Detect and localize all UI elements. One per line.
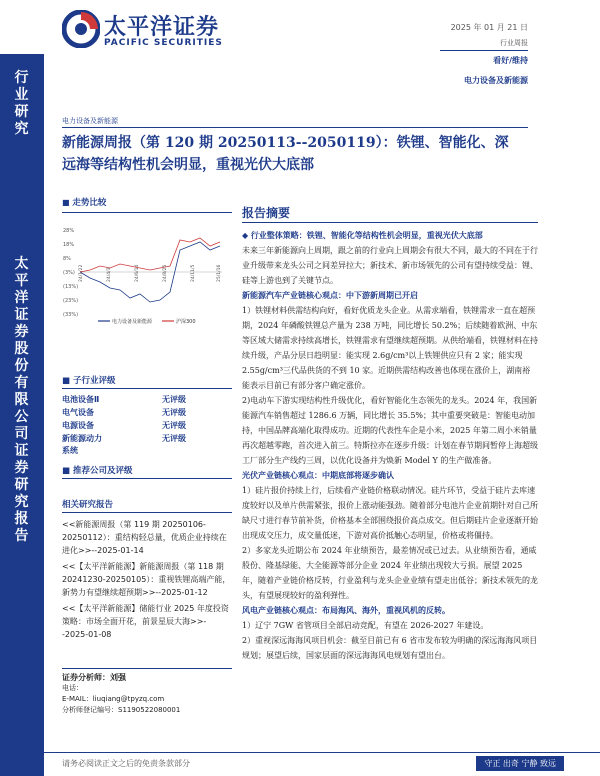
footer-disclaimer: 请务必阅读正文之后的免责条款部分 xyxy=(62,759,190,768)
logo-text-cn: 太平洋证券 xyxy=(104,15,220,40)
y-tick-label: (13%) xyxy=(63,284,79,290)
summary-p1: 1）铁锂材料供需结构向好，看好优质龙头企业。从需求端看，铁锂需求一直在超预期，2024 年磷酸铁锂总产量为 238 万吨，同比增长 50.2%；后续随着欧洲、中东等区域大储需求持续高增长，铁锂需求有望继续超预期。从供给端看，铁锂材料在持续升级，产品分层日趋明显：能实现 2.6g/cm³以上铁锂供应只有 2 家；能实现 2.55g/cm³三代品供货的不到 10 家。近期供需结构改善也体现在涨价上，湖南裕能表示目前已有部分客户确定涨价。 xyxy=(242,306,538,390)
sub-ratings-label-text: 子行业评级 xyxy=(73,376,116,386)
recommend-label xyxy=(62,464,133,476)
analyst-name: 证券分析师：刘强 xyxy=(62,673,126,682)
breadcrumb-rule xyxy=(62,127,528,128)
summary-lead-bold: 行业整体策略：铁锂、智能化等结构性机会明显，重视光伏大底部 xyxy=(250,230,483,240)
chart-legend xyxy=(98,318,196,325)
sub-rating-row xyxy=(62,407,222,418)
y-tick-label: (33%) xyxy=(63,312,79,318)
analyst-cert: 分析师登记编号：S1190522080001 xyxy=(62,706,181,714)
x-tick-label: 24/1/22 xyxy=(79,264,84,282)
chart-label-text: 走势比较 xyxy=(72,198,107,208)
analyst-phone: 电话： xyxy=(62,684,83,692)
x-tick-label: 24/4/3 xyxy=(107,267,112,282)
sub-rating-value: 无评级 xyxy=(162,395,186,404)
chart-label-rule xyxy=(62,212,232,213)
industry-rating: 看好/维持 xyxy=(493,56,528,65)
sub-rating-row xyxy=(62,433,222,444)
summary-rule xyxy=(242,222,538,223)
summary-p2: 2)电动车下游实现结构性升级优化，看好智能化生态领先的龙头。2024 年，我国新能源汽车销售超过 1286.6 万辆，同比增长 35.5%；其中重要突破是：智能电动加持，中国品牌高端化取得成功。近期的代表性车企是小米，2025 年第二周小米销量再次超越零跑，首次进入前三。特斯拉亦在逐步升级：计划在春节期间暂停上海超级工厂部分生产线约三周，以优化设备并为焕新 Model Y 的生产做准备。 xyxy=(242,396,538,465)
series-line-index xyxy=(80,238,220,272)
footer-rule xyxy=(44,752,600,753)
footer-motto: 守正 出奇 宁静 致远 xyxy=(476,756,564,771)
logo-icon xyxy=(62,10,100,48)
sidebar-bottom-text: 太平洋证券股份有限公司证券研究报告 xyxy=(14,256,30,544)
breadcrumb: 电力设备及新能源 xyxy=(62,117,118,125)
sub-rating-name: 新能源动力 xyxy=(62,434,102,443)
y-tick-label: (23%) xyxy=(63,298,79,304)
sidebar xyxy=(0,54,44,776)
report-type: 行业周报 xyxy=(500,39,528,47)
chart-label-marker-icon: ■ xyxy=(62,198,73,207)
summary-heading: 报告摘要 xyxy=(242,206,291,220)
y-tick-labels xyxy=(63,228,78,318)
related-item[interactable]: <<新能源周报（第 119 期 20250106-20250112）：重结构轻总量，优质企业持续在进化>>--2025-01-14 xyxy=(62,520,227,555)
trend-chart xyxy=(62,220,232,330)
sidebar-top-text: 行业研究 xyxy=(14,70,30,137)
summary-lead-text: 未来三年新能源向上周期，跟之前的行业向上周期会有很大不同，最大的不同在于行业升级带来龙头公司之间差异拉大；新技术、新市场领先的公司有望持续受益：锂、硅等上游也到了关键节点。 xyxy=(242,246,538,285)
sub-rating-row xyxy=(62,445,222,456)
x-tick-label: 24/11/5 xyxy=(191,264,196,282)
summary-p4: 2）多家龙头近期公布 2024 年业绩预告，最差情况或已过去。从业绩预告看，通威股份、隆基绿能、大全能源等部分企业 2024 年业绩出现较大亏损。展望 2025 年，随着产业链价格反转，行业盈利与龙头企业业绩有望走出低谷；新技术领先的龙头，有望展现较好的盈利弹性。 xyxy=(242,546,538,600)
related-list xyxy=(62,518,232,641)
header xyxy=(0,0,600,85)
sub-ratings-label xyxy=(62,374,116,386)
page-title-line-1: 新能源周报（第 120 期 20250113--2050119）：铁锂、智能化、深 xyxy=(62,135,509,151)
sub-rating-name: 电气设备 xyxy=(62,408,94,417)
page-title xyxy=(62,132,537,176)
sub-ratings-marker-icon: ■ xyxy=(62,376,73,386)
summary-body xyxy=(242,228,538,663)
summary-sub3: 风电产业链核心观点：布局海风、海外，重视风机的反转。 xyxy=(242,605,450,615)
sub-rating-value: 无评级 xyxy=(162,408,186,417)
summary-p3: 1）硅片报价持续上行，后续看产业链价格联动情况。硅片环节，受益于硅片去库速度较好以及单片供需紧张，报价上涨动能强劲。随着部分电池片企业前期针对自己所缺尺寸进行春节前补货，价格基本全部围绕报价高点成交。但后期硅片企业逐渐开始出现成交压力，成交量低迷，下游对高价抵触心态明显，价格或将僵持。 xyxy=(242,486,538,540)
related-item[interactable]: <<【太平洋新能源】储能行业 2025 年度投资策略：市场全面开花，前景星辰大海>>--2025-01-08 xyxy=(62,604,229,639)
sub-rating-value: 无评级 xyxy=(162,421,186,430)
recommend-marker-icon: ■ xyxy=(62,466,73,476)
logo-text-en: PACIFIC SECURITIES xyxy=(104,38,223,48)
header-rule xyxy=(440,50,528,51)
related-item[interactable]: <<【太平洋新能源】新能源周报（第 118 期 20241230-20250105）：重视铁锂高端产能，新势力有望继续超预期>>--2025-01-12 xyxy=(62,562,231,597)
analyst-email[interactable]: E-MAIL：liuqiang@tpyzq.com xyxy=(62,695,165,703)
x-tick-label: 24/6/14 xyxy=(135,264,140,282)
analyst-rule xyxy=(62,668,232,669)
report-date: 2025 年 01 月 21 日 xyxy=(450,23,528,32)
summary-sub2: 光伏产业链核心观点：中期底部将逐步确认 xyxy=(242,470,394,480)
summary-p5: 1）辽宁 7GW 省管项目全部启动竞配，有望在 2026-2027 年建设。 xyxy=(242,621,489,630)
legend-label-sector: 电力设备及新能源 xyxy=(112,319,153,325)
sub-rating-name: 系统 xyxy=(62,446,78,455)
chart-section xyxy=(62,196,232,208)
industry-name: 电力设备及新能源 xyxy=(464,76,528,85)
summary-p6: 2）重视深远海海风项目机会：截至目前已有 6 省市发布较为明确的深远海海风项目规划；展望后续，国家层面的深远海海风电规划有望出台。 xyxy=(242,636,538,660)
summary-sub1: 新能源汽车产业链核心观点：中下游新周期已开启 xyxy=(242,290,418,300)
sub-rating-value: 无评级 xyxy=(162,434,186,443)
y-tick-label: (3%) xyxy=(63,270,75,276)
related-rule xyxy=(62,512,232,513)
sub-rating-name: 电池设备Ⅱ xyxy=(62,395,100,404)
recommend-label-text: 推荐公司及评级 xyxy=(73,466,133,476)
related-label: 相关研究报告 xyxy=(62,500,114,510)
analyst-block xyxy=(62,672,232,716)
sub-ratings-rule xyxy=(62,388,232,389)
y-tick-label: 28% xyxy=(63,228,75,234)
sub-rating-row xyxy=(62,394,222,405)
summary-lead xyxy=(242,228,538,243)
recommend-rule xyxy=(62,478,232,479)
chart-label xyxy=(62,196,232,208)
sub-rating-row xyxy=(62,420,222,431)
y-tick-label: 8% xyxy=(63,256,71,262)
page-title-line-2: 远海等结构性机会明显，重视光伏大底部 xyxy=(62,157,314,173)
sub-rating-name: 电源设备 xyxy=(62,421,94,430)
x-tick-label: 24/8/25 xyxy=(163,264,168,282)
x-tick-label: 25/1/16 xyxy=(217,264,222,282)
x-tick-labels xyxy=(78,265,222,282)
bullet-icon: ◆ xyxy=(242,231,251,240)
y-tick-label: 18% xyxy=(63,242,75,248)
legend-label-index: 沪深300 xyxy=(176,319,196,325)
